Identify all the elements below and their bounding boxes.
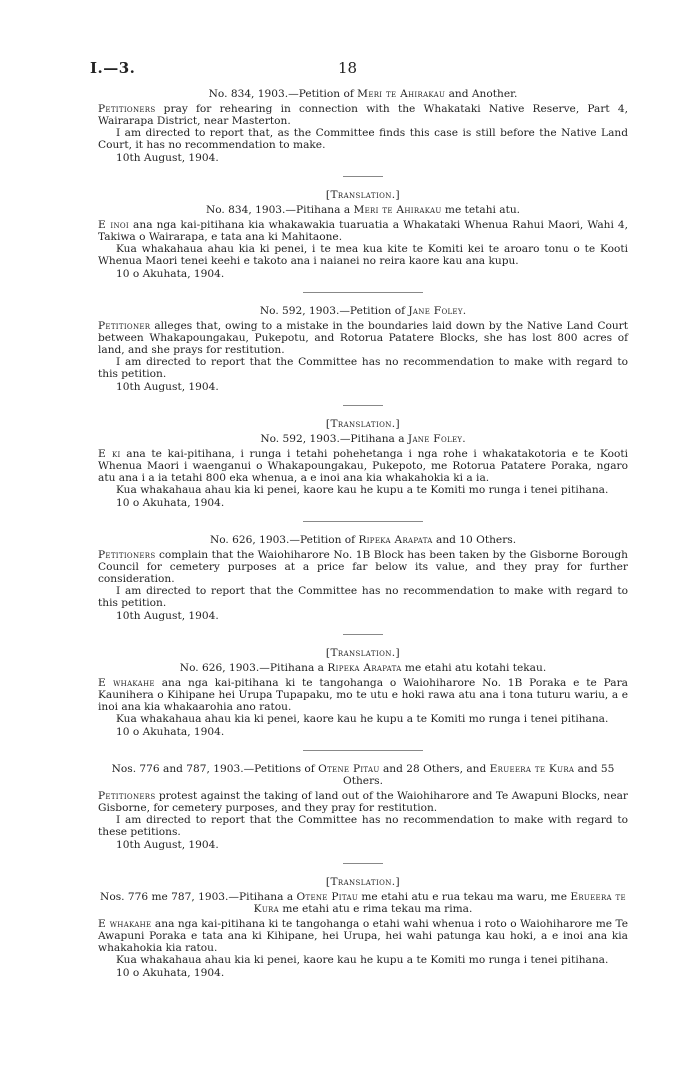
committee-report: Kua whakahaua ahau kia ki penei, kaore kau he kupu a te Komiti mo runga i tenei pitihana. [116, 484, 609, 496]
section-divider [303, 750, 423, 751]
committee-report: I am directed to report that, as the Committee finds this case is still before the Native Land Court, it has no recommendation to make. [98, 127, 628, 151]
report-date: 10th August, 1904. [116, 152, 219, 164]
petition-section [98, 763, 628, 851]
translation-section [98, 189, 628, 280]
section-divider [343, 405, 383, 406]
committee-report: I am directed to report that the Committee has no recommendation to make with regard to these petitions. [98, 814, 628, 838]
report-date: 10 o Akuhata, 1904. [116, 726, 225, 738]
petition-title: No. 626, 1903.—Petition of Ripeka Arapata and 10 Others. [209, 534, 517, 546]
report-date: 10th August, 1904. [116, 381, 219, 393]
report-date: 10th August, 1904. [116, 839, 219, 851]
translation-tag: [Translation.] [325, 418, 401, 430]
petition-section [98, 534, 628, 622]
translation-tag: [Translation.] [325, 647, 401, 659]
petition-body: Petitioners pray for rehearing in connection with the Whakataki Native Reserve, Part 4, Wairarapa District, near Masterton. [98, 103, 628, 127]
translation-section [98, 647, 628, 738]
committee-report: I am directed to report that the Committee has no recommendation to make with regard to this petition. [98, 356, 628, 380]
committee-report: I am directed to report that the Committee has no recommendation to make with regard to this petition. [98, 585, 628, 609]
section-divider [343, 634, 383, 635]
committee-report: Kua whakahaua ahau kia ki penei, kaore kau he kupu a te Komiti mo runga i tenei pitihana. [116, 954, 609, 966]
committee-report: Kua whakahaua ahau kia ki penei, i te mea kua kite te Komiti kei te aroaro tonu o te Kooti Whenua Maori tenei keehi e takoto ana i naianei no reira kaore kau ana kupu. [98, 243, 628, 267]
committee-report: Kua whakahaua ahau kia ki penei, kaore kau he kupu a te Komiti mo runga i tenei pitihana. [116, 713, 609, 725]
petition-body: E whakahe ana nga kai-pitihana ki te tangohanga o etahi wahi whenua i roto o Waiohiharore me Te Awapuni Poraka e tata ana ki Kihipane, hei Urupa, hei wahi patunga kau hoki, a e inoi ana kia whakahokia kia ratou. [98, 918, 628, 954]
report-date: 10 o Akuhata, 1904. [116, 967, 225, 979]
report-date: 10th August, 1904. [116, 610, 219, 622]
page-number: 18 [338, 59, 358, 77]
translation-tag: [Translation.] [325, 189, 401, 201]
petition-title: No. 592, 1903.—Pitihana a Jane Foley. [260, 433, 466, 445]
petition-body: Petitioner alleges that, owing to a mistake in the boundaries laid down by the Native Land Court between Whakapoungakau, Pukepotu, and Rotorua Patatere Blocks, she has lost 800 acres of land, and she prays for restitution. [98, 320, 628, 356]
petition-body: E ki ana te kai-pitihana, i runga i tetahi pohehetanga i nga rohe i whakatakotoria e te Kooti Whenua Maori i waenganui o Whakapoungakau, Pukepoto, me Rotorua Patatere Poraka, ngaro atu ana i a ia tetahi 800 eka whenua, a e inoi ana kia whakahokia ki a ia. [98, 448, 629, 484]
petition-body: Petitioners protest against the taking of land out of the Waiohiharore and Te Awapuni Blocks, near Gisborne, for cemetery purposes, and they pray for restitution. [98, 790, 628, 814]
petition-title: No. 834, 1903.—Pitihana a Meri te Ahirakau me tetahi atu. [205, 204, 521, 216]
petition-list [98, 88, 628, 991]
petition-title: No. 592, 1903.—Petition of Jane Foley. [259, 305, 467, 317]
section-divider [343, 863, 383, 864]
petition-section [98, 88, 628, 164]
report-date: 10 o Akuhata, 1904. [116, 497, 225, 509]
translation-tag: [Translation.] [325, 876, 401, 888]
petition-title: Nos. 776 me 787, 1903.—Pitihana a Otene Pitau me etahi atu e rua tekau ma waru, me Erueera te Kura me etahi atu e rima tekau ma rima. [100, 891, 626, 915]
section-divider [303, 521, 423, 522]
section-divider [303, 292, 423, 293]
petition-section [98, 305, 628, 393]
report-date: 10 o Akuhata, 1904. [116, 268, 225, 280]
paper-reference: I.—3. [90, 59, 136, 77]
petition-title: Nos. 776 and 787, 1903.—Petitions of Otene Pitau and 28 Others, and Erueera te Kura and 55 Others. [111, 763, 615, 787]
petition-title: No. 834, 1903.—Petition of Meri te Ahirakau and Another. [208, 88, 518, 100]
petition-body: Petitioners complain that the Waiohiharore No. 1B Block has been taken by the Gisborne Borough Council for cemetery purposes at a price far below its value, and they pray for further consideration. [98, 549, 628, 585]
section-divider [343, 176, 383, 177]
petition-title: No. 626, 1903.—Pitihana a Ripeka Arapata me etahi atu kotahi tekau. [179, 662, 547, 674]
translation-section [98, 418, 628, 509]
petition-body: E inoi ana nga kai-pitihana kia whakawakia tuaruatia a Whakataki Whenua Rahui Maori, Wahi 4, Takiwa o Wairarapa, e tata ana ki Mahitaone. [98, 219, 629, 243]
translation-section [98, 876, 628, 979]
petition-body: E whakahe ana nga kai-pitihana ki te tangohanga o Waiohiharore No. 1B Poraka e te Para Kaunihera o Kihipane hei Urupa Tupapaku, mo te utu e hoki rawa atu ana i tona tuturu wariu, a e inoi ana kia whakaarohia ano ratou. [98, 677, 628, 713]
